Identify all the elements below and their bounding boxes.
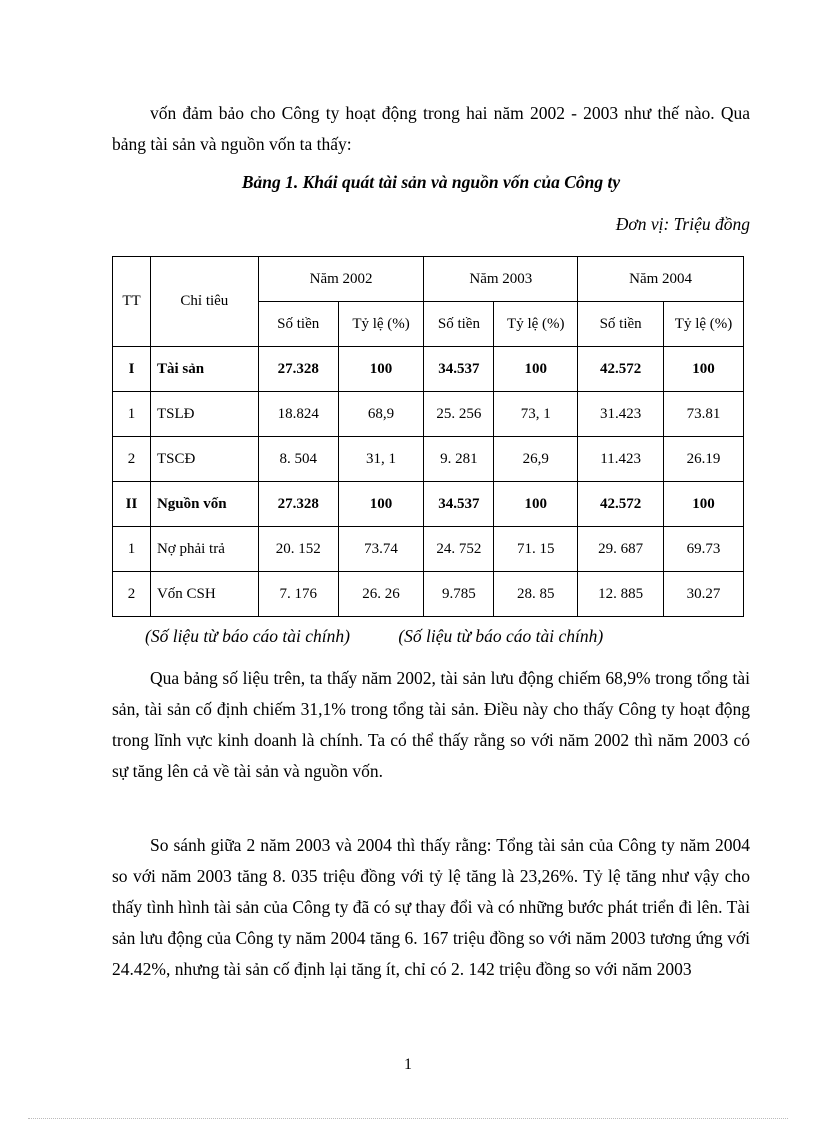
row-name: Tài sản bbox=[150, 347, 258, 392]
cell-value: 42.572 bbox=[578, 482, 664, 527]
table-unit: Đơn vị: Triệu đồng bbox=[615, 214, 750, 234]
header-amount: Số tiền bbox=[424, 302, 494, 347]
cell-value: 100 bbox=[338, 347, 424, 392]
cell-value: 28. 85 bbox=[494, 572, 578, 617]
cell-value: 9.785 bbox=[424, 572, 494, 617]
cell-value: 24. 752 bbox=[424, 527, 494, 572]
cell-value: 8. 504 bbox=[258, 437, 338, 482]
table-row bbox=[113, 572, 744, 617]
cell-value: 42.572 bbox=[578, 347, 664, 392]
header-year-2004: Năm 2004 bbox=[578, 257, 744, 302]
cell-value: 27.328 bbox=[258, 347, 338, 392]
analysis-paragraph-1: Qua bảng số liệu trên, ta thấy năm 2002, tài sản lưu động chiếm 68,9% trong tổng tài sản, tài sản cố định chiếm 31,1% trong tổng tài sản. Điều này cho thấy Công ty hoạt động trong lĩnh vực kinh doanh là chính. Ta có thể thấy rằng so với năm 2002 thì năm 2003 có sự tăng lên cả về tài sản và nguồn vốn. bbox=[112, 668, 750, 781]
header-amount: Số tiền bbox=[258, 302, 338, 347]
cell-value: 69.73 bbox=[664, 527, 744, 572]
cell-value: 68,9 bbox=[338, 392, 424, 437]
table-row bbox=[113, 347, 744, 392]
source-notes bbox=[145, 626, 647, 647]
header-ratio: Tỷ lệ (%) bbox=[664, 302, 744, 347]
row-name: Vốn CSH bbox=[150, 572, 258, 617]
header-ratio: Tỷ lệ (%) bbox=[338, 302, 424, 347]
row-name: TSLĐ bbox=[150, 392, 258, 437]
header-amount: Số tiền bbox=[578, 302, 664, 347]
asset-capital-table bbox=[112, 256, 744, 617]
cell-value: 100 bbox=[664, 347, 744, 392]
cell-value: 12. 885 bbox=[578, 572, 664, 617]
cell-value: 100 bbox=[664, 482, 744, 527]
cell-value: 25. 256 bbox=[424, 392, 494, 437]
cell-value: 73, 1 bbox=[494, 392, 578, 437]
page-number: 1 bbox=[404, 1056, 412, 1073]
cell-value: 73.81 bbox=[664, 392, 744, 437]
cell-value: 34.537 bbox=[424, 347, 494, 392]
source-note: (Số liệu từ báo cáo tài chính) bbox=[398, 626, 604, 646]
table-header-row bbox=[113, 257, 744, 302]
row-name: Nguồn vốn bbox=[150, 482, 258, 527]
cell-value: 100 bbox=[338, 482, 424, 527]
table-row bbox=[113, 392, 744, 437]
table-row bbox=[113, 527, 744, 572]
cell-value: 9. 281 bbox=[424, 437, 494, 482]
row-tt: 2 bbox=[113, 437, 151, 482]
cell-value: 26. 26 bbox=[338, 572, 424, 617]
cell-value: 71. 15 bbox=[494, 527, 578, 572]
cell-value: 27.328 bbox=[258, 482, 338, 527]
row-name: TSCĐ bbox=[150, 437, 258, 482]
cell-value: 100 bbox=[494, 482, 578, 527]
row-tt: 1 bbox=[113, 392, 151, 437]
cell-value: 100 bbox=[494, 347, 578, 392]
header-year-2003: Năm 2003 bbox=[424, 257, 578, 302]
header-tt: TT bbox=[113, 257, 151, 347]
page-bottom-rule bbox=[28, 1118, 788, 1119]
header-year-2002: Năm 2002 bbox=[258, 257, 424, 302]
source-note: (Số liệu từ báo cáo tài chính) bbox=[145, 626, 350, 646]
analysis-paragraph-2: So sánh giữa 2 năm 2003 và 2004 thì thấy rằng: Tổng tài sản của Công ty năm 2004 so với năm 2003 tăng 8. 035 triệu đồng với tỷ lệ tăng là 23,26%. Tỷ lệ tăng như vậy cho thấy tình hình tài sản của Công ty đã có sự thay đổi và có những bước phát triển đi lên. Tài sản lưu động của Công ty năm 2004 tăng 6. 167 triệu đồng so với năm 2003 tương ứng với 24.42%, nhưng tài sản cố định lại tăng ít, chỉ có 2. 142 triệu đồng so với năm 2003 bbox=[112, 835, 750, 979]
cell-value: 20. 152 bbox=[258, 527, 338, 572]
cell-value: 26.19 bbox=[664, 437, 744, 482]
cell-value: 18.824 bbox=[258, 392, 338, 437]
cell-value: 73.74 bbox=[338, 527, 424, 572]
cell-value: 30.27 bbox=[664, 572, 744, 617]
cell-value: 31, 1 bbox=[338, 437, 424, 482]
cell-value: 34.537 bbox=[424, 482, 494, 527]
row-tt: II bbox=[113, 482, 151, 527]
intro-paragraph: vốn đảm bảo cho Công ty hoạt động trong hai năm 2002 - 2003 như thế nào. Qua bảng tài sản và nguồn vốn ta thấy: bbox=[112, 103, 750, 154]
row-tt: I bbox=[113, 347, 151, 392]
table-row bbox=[113, 437, 744, 482]
row-tt: 1 bbox=[113, 527, 151, 572]
header-indicator: Chỉ tiêu bbox=[150, 257, 258, 347]
table-title: Bảng 1. Khái quát tài sản và nguồn vốn của Công ty bbox=[241, 172, 621, 192]
cell-value: 11.423 bbox=[578, 437, 664, 482]
row-tt: 2 bbox=[113, 572, 151, 617]
cell-value: 7. 176 bbox=[258, 572, 338, 617]
cell-value: 26,9 bbox=[494, 437, 578, 482]
cell-value: 29. 687 bbox=[578, 527, 664, 572]
row-name: Nợ phải trả bbox=[150, 527, 258, 572]
cell-value: 31.423 bbox=[578, 392, 664, 437]
table-row bbox=[113, 482, 744, 527]
header-ratio: Tỷ lệ (%) bbox=[494, 302, 578, 347]
